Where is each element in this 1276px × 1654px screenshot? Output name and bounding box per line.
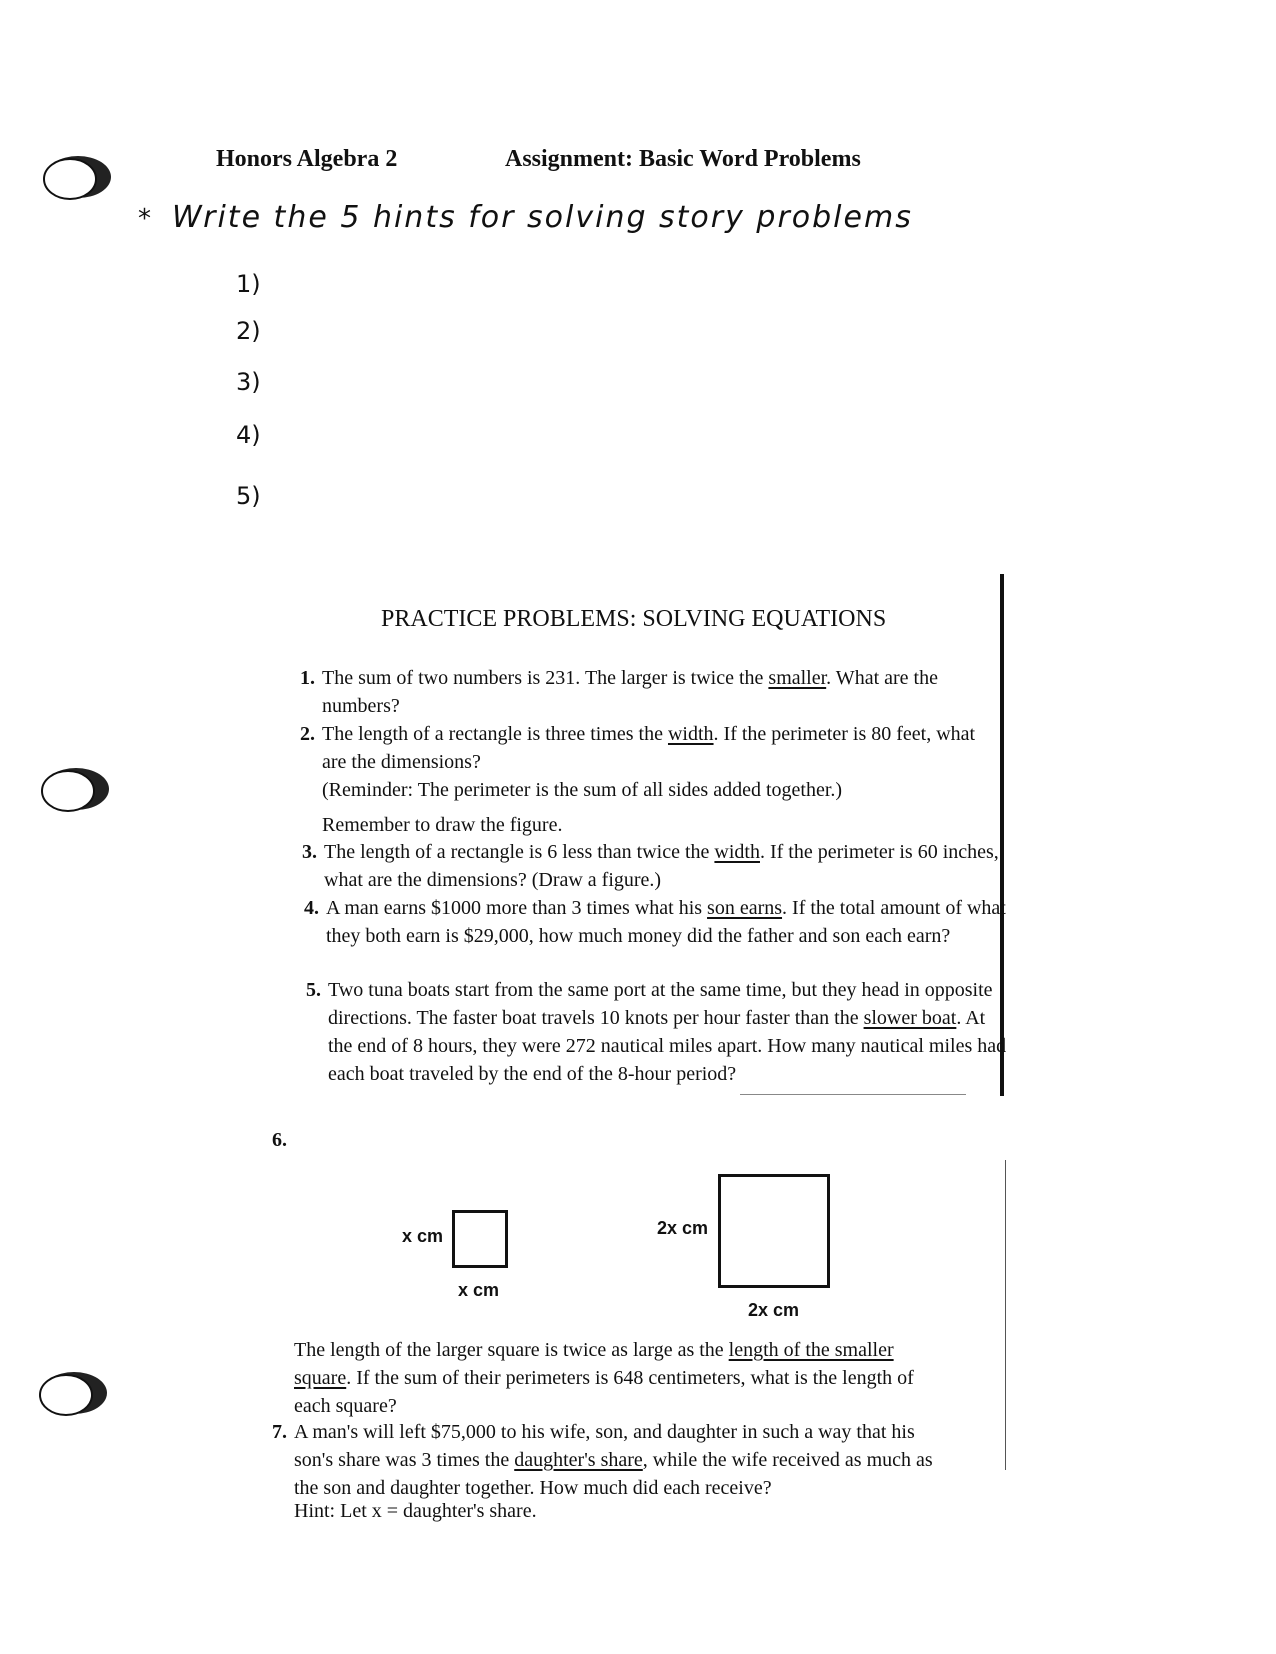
punch-hole-middle <box>38 764 112 814</box>
small-square-bottom-label: x cm <box>458 1280 500 1300</box>
underlined-term: width <box>714 841 760 863</box>
problem-2-remember: Remember to draw the figure. <box>322 814 563 836</box>
problem-text: The length of a rectangle is 6 less than twice the width. If the perimeter is 60 inches, what are the dimensions? (Draw a figure.) <box>324 841 999 891</box>
hint-number-4: 4) <box>236 421 261 449</box>
hint-number-3: 3) <box>236 368 261 396</box>
hint-number-5: 5) <box>236 482 261 510</box>
hint-number-1: 1) <box>236 270 261 298</box>
section-title: PRACTICE PROBLEMS: SOLVING EQUATIONS <box>381 606 887 632</box>
problem-1 <box>300 664 1002 720</box>
underlined-term: length of the smaller square <box>294 1339 894 1389</box>
large-square-side-label: 2x cm <box>657 1218 709 1238</box>
underlined-term: smaller <box>768 667 827 689</box>
course-title: Honors Algebra 2 <box>216 146 398 172</box>
problem-7 <box>272 1418 962 1502</box>
underlined-term: son earns <box>707 897 783 919</box>
problem-5 <box>306 976 1008 1088</box>
assignment-title: Assignment: Basic Word Problems <box>505 146 861 172</box>
problem-text: A man's will left $75,000 to his wife, son, and daughter in such a way that his son's share was 3 times the daughter's share, while the wife received as much as the son and daughter together. How much did each receive? <box>294 1421 933 1499</box>
hint-number-2: 2) <box>236 317 261 345</box>
small-square <box>452 1210 508 1268</box>
problem-3 <box>302 838 1004 894</box>
problem-number: 5. <box>306 979 321 1001</box>
scan-dash-line <box>740 1094 966 1095</box>
problem-text: Two tuna boats start from the same port at the same time, but they head in opposite directions. The faster boat travels 10 knots per hour faster than the slower boat. At the end of 8 hours, they were 272 nautical miles apart. How many nautical miles had each boat traveled by the end of the 8-hour period? <box>328 979 1007 1085</box>
problem-2 <box>300 720 1002 776</box>
problem-number: 3. <box>302 841 317 863</box>
problem-6-number: 6. <box>272 1129 287 1151</box>
problem-4 <box>304 894 1006 978</box>
punch-hole-bottom <box>36 1368 110 1418</box>
problem-number: 4. <box>304 897 319 919</box>
problem-text: The length of a rectangle is three times the width. If the perimeter is 80 feet, what are the dimensions? <box>322 723 976 773</box>
problem-7-hint: Hint: Let x = daughter's share. <box>294 1500 537 1522</box>
scan-edge-line-lower <box>1005 1160 1006 1470</box>
large-square-bottom-label: 2x cm <box>748 1300 800 1320</box>
problem-2-reminder: (Reminder: The perimeter is the sum of all sides added together.) <box>322 779 843 801</box>
problem-text: The sum of two numbers is 231. The larger is twice the smaller. What are the numbers? <box>322 667 938 717</box>
handwritten-instruction: Write the 5 hints for solving story problems <box>172 200 913 235</box>
problem-number: 1. <box>300 667 315 689</box>
problem-text: A man earns $1000 more than 3 times what his son earns. If the total amount of what they both earn is $29,000, how much money did the father and son each earn? <box>326 897 1006 947</box>
large-square <box>718 1174 830 1288</box>
handwritten-star: * <box>138 204 153 234</box>
underlined-term: width <box>667 723 714 745</box>
underlined-term: daughter's share <box>514 1449 643 1471</box>
underlined-term: slower boat <box>863 1007 957 1029</box>
small-square-side-label: x cm <box>402 1226 444 1246</box>
problem-6-text: The length of the larger square is twice as large as the length of the smaller square. If the sum of their perimeters is 648 centimeters, what is the length of each square? <box>294 1339 914 1417</box>
problem-number: 2. <box>300 723 315 745</box>
punch-hole-top <box>40 152 114 202</box>
problem-number: 7. <box>272 1421 287 1443</box>
